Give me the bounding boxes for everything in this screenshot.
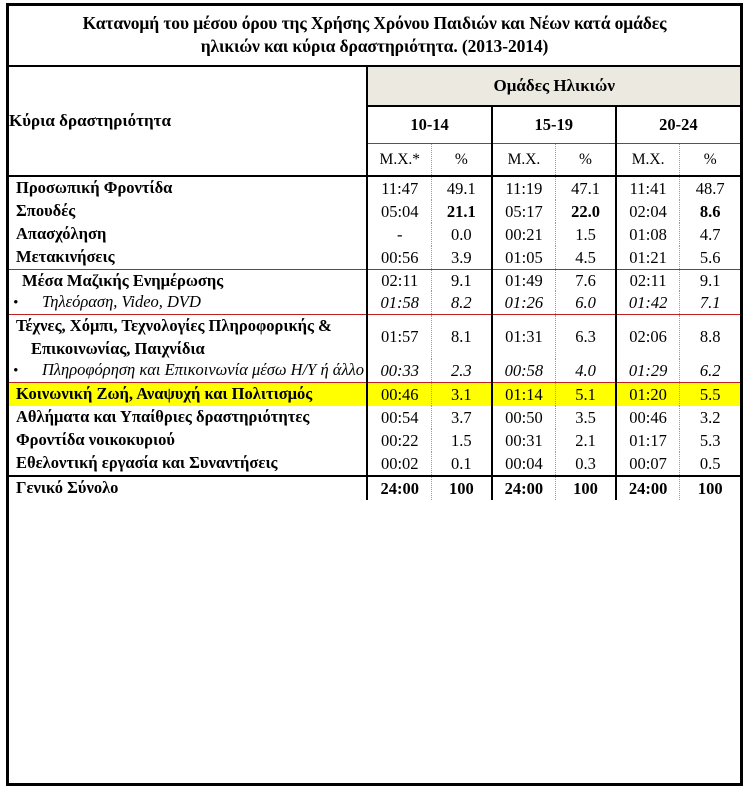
cell-percent: 3.2 [680,406,740,429]
cell-mean-time: 00:58 [492,359,556,383]
cell-mean-time: 02:06 [616,315,680,360]
total-cell-percent: 100 [680,476,740,500]
table-row [9,359,740,383]
cell-percent: 3.1 [432,383,492,407]
cell-mean-time: 01:31 [492,315,556,360]
subheader-pc-20-24: % [680,144,740,177]
table-row [9,246,740,270]
header-group-10-14: 10-14 [367,106,491,144]
row-label [9,246,367,270]
header-row-agegroups [9,67,740,106]
cell-percent: 8.2 [432,291,492,315]
cell-mean-time: 00:46 [616,406,680,429]
row-label-text: Μέσα Μαζικής Ενημέρωσης [22,271,224,290]
cell-mean-time: 00:02 [367,452,431,476]
cell-mean-time: 00:21 [492,223,556,246]
cell-mean-time: 01:26 [492,291,556,315]
cell-mean-time: - [367,223,431,246]
title-line-2: ηλικιών και κύρια δραστηριότητα. (2013-2014) [200,36,549,56]
cell-percent: 3.5 [556,406,616,429]
cell-mean-time: 00:50 [492,406,556,429]
cell-mean-time: 00:54 [367,406,431,429]
cell-percent: 0.5 [680,452,740,476]
total-cell-percent: 100 [556,476,616,500]
row-label [9,383,367,407]
table-body-wrapper [9,177,740,783]
cell-percent: 49.1 [432,177,492,200]
cell-mean-time: 11:41 [616,177,680,200]
cell-percent: 6.3 [556,315,616,360]
cell-mean-time: 05:04 [367,200,431,223]
cell-percent: 2.3 [432,359,492,383]
table-frame [6,3,743,786]
total-row-label [9,476,367,500]
row-label-text: Προσωπική Φροντίδα [16,178,173,197]
table-row [9,406,740,429]
header-group-15-19: 15-19 [492,106,616,144]
table-row [9,315,740,360]
header-group-20-24: 20-24 [616,106,740,144]
cell-mean-time: 00:04 [492,452,556,476]
row-label [9,270,367,292]
cell-mean-time: 01:08 [616,223,680,246]
row-label-text: Κοινωνική Ζωή, Αναψυχή και Πολιτισμός [16,384,313,403]
cell-percent: 5.1 [556,383,616,407]
row-label [9,452,367,476]
row-label-text: Μετακινήσεις [16,247,115,266]
cell-mean-time: 00:56 [367,246,431,270]
row-label [9,177,367,200]
table-total-row [9,476,740,500]
cell-percent: 3.9 [432,246,492,270]
row-label [9,223,367,246]
table-row [9,200,740,223]
subheader-mx-15-19: Μ.Χ. [492,144,556,177]
row-label [9,315,367,360]
cell-mean-time: 02:04 [616,200,680,223]
cell-percent: 5.3 [680,429,740,452]
cell-percent: 9.1 [680,270,740,292]
subheader-pc-15-19: % [556,144,616,177]
cell-mean-time: 11:19 [492,177,556,200]
cell-mean-time: 00:22 [367,429,431,452]
row-label [9,406,367,429]
row-label-text: Τηλεόραση, Video, DVD [42,292,201,311]
cell-percent: 7.1 [680,291,740,315]
cell-percent: 1.5 [432,429,492,452]
cell-percent: 8.1 [432,315,492,360]
cell-mean-time: 01:14 [492,383,556,407]
total-cell-mean-time: 24:00 [367,476,431,500]
total-cell-mean-time: 24:00 [616,476,680,500]
subheader-mx-10-14: Μ.Χ.* [367,144,431,177]
cell-percent: 0.3 [556,452,616,476]
table-row [9,452,740,476]
cell-percent: 8.8 [680,315,740,360]
cell-percent: 3.7 [432,406,492,429]
table-row [9,270,740,292]
cell-mean-time: 01:17 [616,429,680,452]
cell-mean-time: 02:11 [367,270,431,292]
table-row [9,383,740,407]
header-age-groups: Ομάδες Ηλικιών [367,67,740,106]
table-row [9,177,740,200]
row-label [9,429,367,452]
cell-percent: 0.0 [432,223,492,246]
total-cell-mean-time: 24:00 [492,476,556,500]
row-label: • Τηλεόραση, Video, DVD [9,291,367,315]
row-label-text: Πληροφόρηση και Επικοινωνία μέσω Η/Υ ή άλλο [42,360,364,379]
cell-percent: 47.1 [556,177,616,200]
cell-mean-time: 01:49 [492,270,556,292]
cell-percent: 4.7 [680,223,740,246]
table-body [9,177,740,500]
cell-mean-time: 00:31 [492,429,556,452]
row-label-text: Τέχνες, Χόμπι, Τεχνολογίες Πληροφορικής & Επικοινωνίας, Παιχνίδια [16,316,332,358]
cell-percent: 0.1 [432,452,492,476]
cell-percent: 6.2 [680,359,740,383]
row-label-text: Εθελοντική εργασία και Συναντήσεις [16,453,278,472]
row-label-text: Αθλήματα και Υπαίθριες δραστηριότητες [16,407,310,426]
cell-percent: 4.5 [556,246,616,270]
total-cell-percent: 100 [432,476,492,500]
cell-mean-time: 01:58 [367,291,431,315]
table-title [9,6,740,67]
cell-mean-time: 00:33 [367,359,431,383]
table-row [9,291,740,315]
cell-percent: 22.0 [556,200,616,223]
row-label-text: Απασχόληση [16,224,107,243]
cell-percent: 6.0 [556,291,616,315]
cell-percent: 7.6 [556,270,616,292]
cell-mean-time: 01:21 [616,246,680,270]
row-label [9,200,367,223]
cell-percent: 1.5 [556,223,616,246]
table-header [9,67,740,177]
total-row-label-text: Γενικό Σύνολο [16,478,119,497]
cell-mean-time: 02:11 [616,270,680,292]
cell-percent: 2.1 [556,429,616,452]
cell-percent: 9.1 [432,270,492,292]
cell-mean-time: 00:07 [616,452,680,476]
cell-mean-time: 01:05 [492,246,556,270]
cell-percent: 21.1 [432,200,492,223]
subheader-pc-10-14: % [432,144,492,177]
cell-mean-time: 00:46 [367,383,431,407]
cell-mean-time: 01:20 [616,383,680,407]
cell-percent: 5.5 [680,383,740,407]
table-row [9,223,740,246]
subheader-mx-20-24: Μ.Χ. [616,144,680,177]
row-label-text: Φροντίδα νοικοκυριού [16,430,175,449]
cell-percent: 4.0 [556,359,616,383]
cell-percent: 48.7 [680,177,740,200]
cell-percent: 5.6 [680,246,740,270]
cell-percent: 8.6 [680,200,740,223]
row-label-text: Σπουδές [16,201,76,220]
row-label: • Πληροφόρηση και Επικοινωνία μέσω Η/Υ ή άλλο [9,359,367,383]
header-main-activity: Κύρια δραστηριότητα [9,67,367,176]
cell-mean-time: 01:42 [616,291,680,315]
table-row [9,429,740,452]
cell-mean-time: 01:29 [616,359,680,383]
cell-mean-time: 11:47 [367,177,431,200]
cell-mean-time: 01:57 [367,315,431,360]
title-line-1: Κατανομή του μέσου όρου της Χρήσης Χρόνου Παιδιών και Νέων κατά ομάδες [82,13,667,33]
cell-mean-time: 05:17 [492,200,556,223]
